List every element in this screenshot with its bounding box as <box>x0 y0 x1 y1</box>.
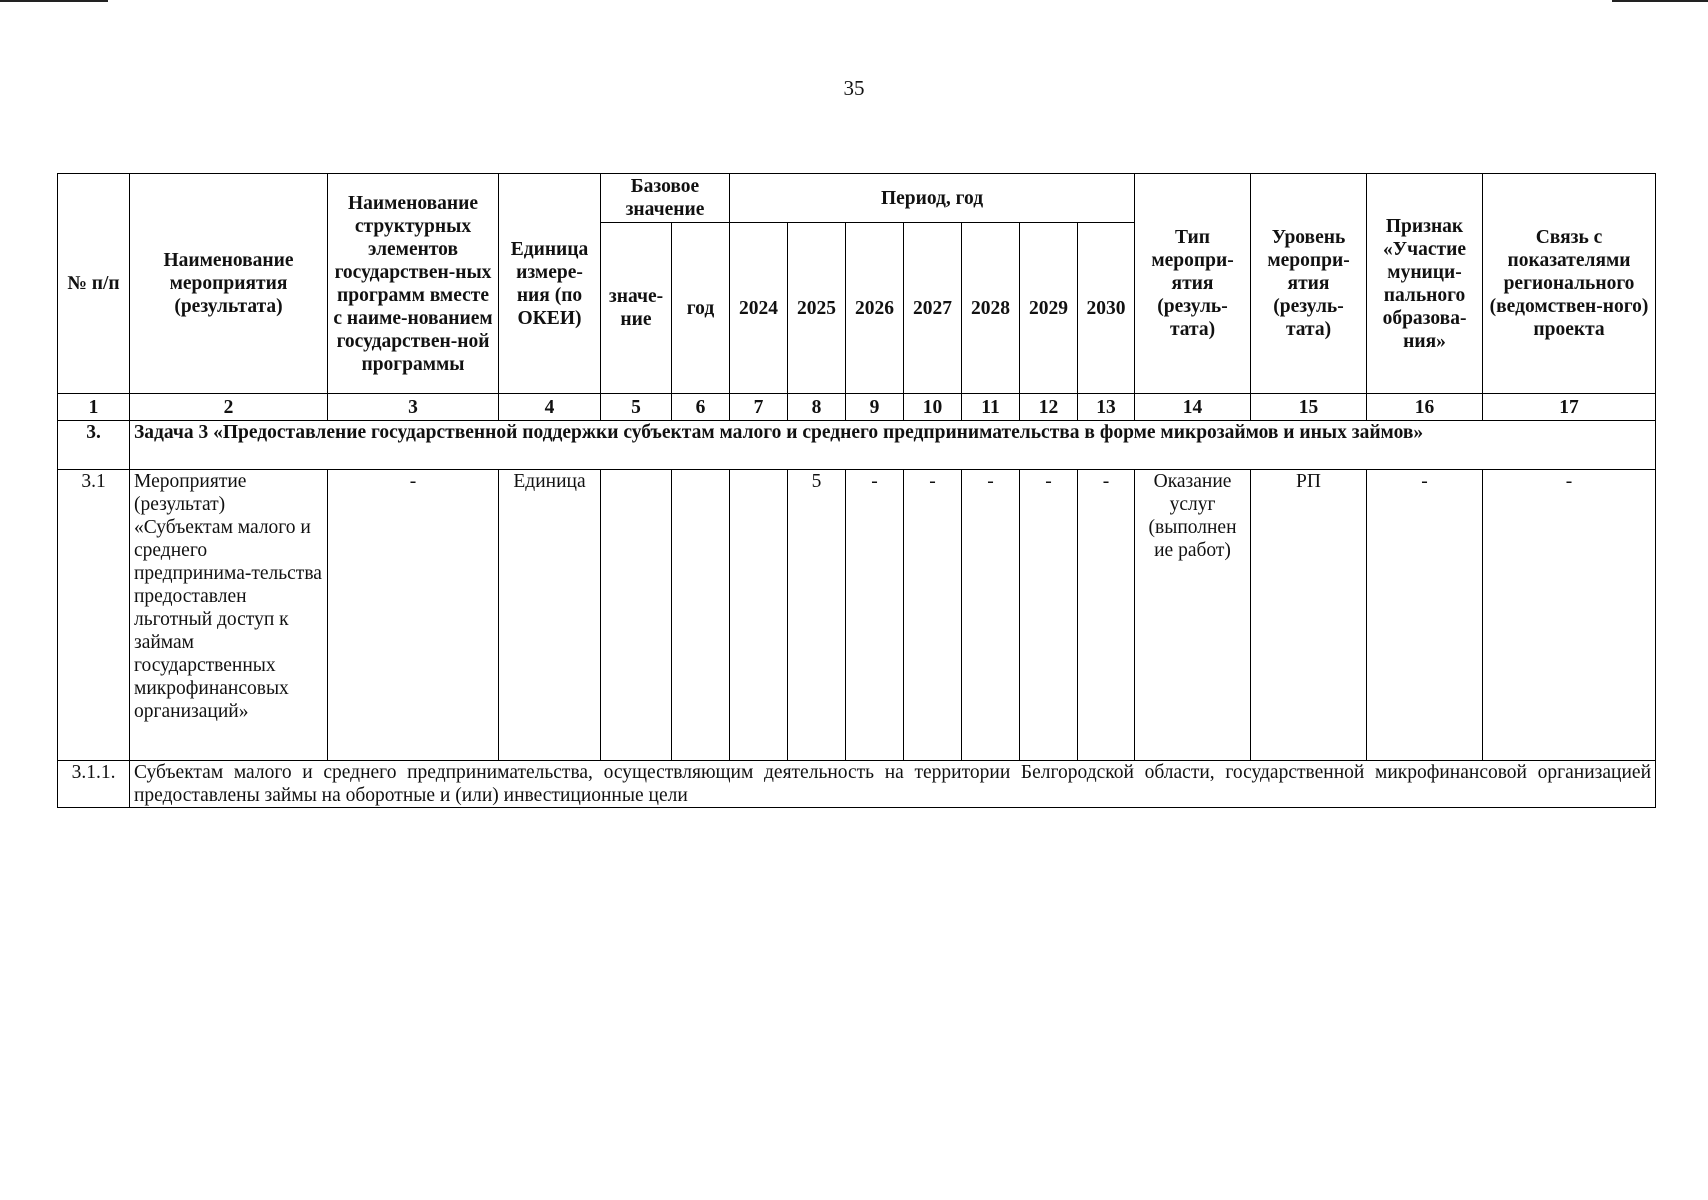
column-number: 12 <box>1020 394 1078 421</box>
measure-num: 3.1 <box>58 470 130 761</box>
column-number: 13 <box>1078 394 1135 421</box>
header-year-2028: 2028 <box>962 223 1020 394</box>
column-number: 16 <box>1367 394 1483 421</box>
measure-level: РП <box>1251 470 1367 761</box>
measure-unit: Единица <box>499 470 601 761</box>
header-link: Связь с показателями регионального (ведомствен-ного) проекта <box>1483 174 1656 394</box>
header-unit: Единица измере-ния (по ОКЕИ) <box>499 174 601 394</box>
measure-base-year <box>672 470 730 761</box>
header-base-value-group: Базовое значение <box>601 174 730 223</box>
measure-row <box>58 470 1656 761</box>
header-structural-elements: Наименование структурных элементов государствен-ных программ вместе с наиме-нованием государствен-ной программы <box>328 174 499 394</box>
header-num: № п/п <box>58 174 130 394</box>
sub-result-row <box>58 761 1656 808</box>
scan-edge-mark-left <box>0 0 108 2</box>
header-period-group: Период, год <box>730 174 1135 223</box>
column-number: 11 <box>962 394 1020 421</box>
column-number: 8 <box>788 394 846 421</box>
measures-table <box>57 173 1656 808</box>
header-year-2030: 2030 <box>1078 223 1135 394</box>
measure-value-2026: - <box>846 470 904 761</box>
task-num: 3. <box>58 421 130 470</box>
header-year-2029: 2029 <box>1020 223 1078 394</box>
column-number: 10 <box>904 394 962 421</box>
sub-result-num: 3.1.1. <box>58 761 130 808</box>
measure-value-2027: - <box>904 470 962 761</box>
column-number: 17 <box>1483 394 1656 421</box>
header-base-value: значе-ние <box>601 223 672 394</box>
measure-value-2025: 5 <box>788 470 846 761</box>
header-year-2024: 2024 <box>730 223 788 394</box>
column-numbers-row <box>58 394 1656 421</box>
header-municipal: Признак «Участие муници-пального образова-ния» <box>1367 174 1483 394</box>
header-base-year: год <box>672 223 730 394</box>
column-number: 4 <box>499 394 601 421</box>
column-number: 9 <box>846 394 904 421</box>
measure-value-2024 <box>730 470 788 761</box>
measure-name: Мероприятие (результат) «Субъектам малого и среднего предпринима-тельства предоставлен льготный доступ к займам государственных микрофинансовых организаций» <box>130 470 328 761</box>
column-number: 1 <box>58 394 130 421</box>
measure-structural: - <box>328 470 499 761</box>
header-type: Тип меропри-ятия (резуль-тата) <box>1135 174 1251 394</box>
task-row <box>58 421 1656 470</box>
header-year-2027: 2027 <box>904 223 962 394</box>
measure-type: Оказание услуг (выполнен ие работ) <box>1135 470 1251 761</box>
column-number: 14 <box>1135 394 1251 421</box>
measure-link: - <box>1483 470 1656 761</box>
measure-base-value <box>601 470 672 761</box>
task-text: Задача 3 «Предоставление государственной поддержки субъектам малого и среднего предпринимательства в форме микрозаймов и иных займов» <box>130 421 1656 470</box>
header-name: Наименование мероприятия (результата) <box>130 174 328 394</box>
header-level: Уровень меропри-ятия (резуль-тата) <box>1251 174 1367 394</box>
column-number: 6 <box>672 394 730 421</box>
column-number: 7 <box>730 394 788 421</box>
column-number: 5 <box>601 394 672 421</box>
measure-value-2030: - <box>1078 470 1135 761</box>
measure-value-2029: - <box>1020 470 1078 761</box>
measure-municipal: - <box>1367 470 1483 761</box>
column-number: 2 <box>130 394 328 421</box>
column-number: 3 <box>328 394 499 421</box>
page-number: 35 <box>843 76 865 100</box>
header-year-2025: 2025 <box>788 223 846 394</box>
measure-value-2028: - <box>962 470 1020 761</box>
scan-edge-mark-right <box>1612 0 1708 2</box>
sub-result-text: Субъектам малого и среднего предпринимательства, осуществляющим деятельность на территории Белгородской области, государственной микрофинансовой организацией предоставлены займы на оборотные и (или) инвестиционные цели <box>130 761 1656 808</box>
header-year-2026: 2026 <box>846 223 904 394</box>
column-number: 15 <box>1251 394 1367 421</box>
